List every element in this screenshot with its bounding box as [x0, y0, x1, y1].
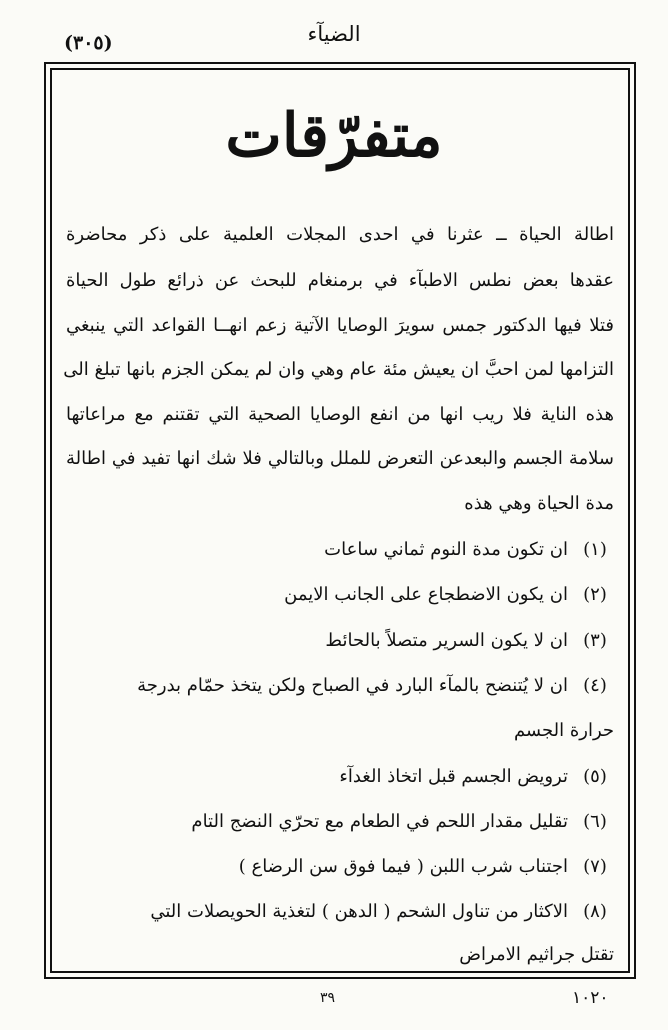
list-item-number: (٥) — [583, 766, 607, 787]
list-item-number: (٦) — [583, 811, 607, 832]
list-item-text: الاكثار من تناول الشحم ( الدهن ) لتغذية الحويصلات التي — [150, 901, 568, 922]
paragraph-line: عقدها بعض نطس الاطبآء في برمنغام للبحث عن ذرائع طول الحياة — [66, 270, 614, 291]
paragraph-line: التزامها لمن احبَّ ان يعيش مئة عام وهي وان لم يمكن الجزم بانها تبلغ الى — [63, 359, 614, 380]
list-item-continuation: تقتل جراثيم الامراض — [459, 944, 614, 965]
paragraph-line: فتلا فيها الدكتور جمس سويرَ الوصايا الآتية زعم انهــا القواعد التي ينبغي — [66, 315, 614, 336]
list-item-text: تقليل مقدار اللحم في الطعام مع تحرّي النضج التام — [191, 811, 568, 832]
list-item — [66, 586, 614, 604]
list-item-number: (٧) — [583, 856, 607, 877]
list-item — [66, 858, 614, 876]
list-item-text: ان لا يكون السرير متصلاً بالحائط — [325, 630, 568, 651]
list-item-number: (٨) — [583, 901, 607, 922]
list-item — [66, 768, 614, 786]
paragraph-line: سلامة الجسم والبعدعن التعرض للملل وبالتالي فلا شك انها تفيد في اطالة — [66, 448, 614, 469]
signature-mark: ٣٩ — [320, 990, 336, 1006]
paragraph-line: هذه الناية فلا ريب انها من انفع الوصايا الصحية التي تقتنم مع مراعاتها — [66, 404, 614, 425]
journal-title: الضيآء — [307, 22, 361, 46]
list-item — [66, 677, 614, 695]
list-item-text: ان لا يُتنضح بالمآء البارد في الصباح ولكن يتخذ حمّام بدرجة — [137, 675, 568, 696]
list-item — [66, 813, 614, 831]
footer-number: ١٠٢٠ — [572, 988, 609, 1008]
paragraph-line: مدة الحياة وهي هذه — [464, 493, 614, 514]
paragraph-line: اطالة الحياة ــ عثرنا في احدى المجلات العلمية على ذكر محاضرة — [66, 224, 614, 245]
list-item-number: (٣) — [583, 630, 607, 651]
list-item-number: (١) — [583, 539, 607, 560]
list-item-number: (٤) — [583, 675, 607, 696]
page-number: (٣٠٥) — [64, 32, 113, 54]
list-item-text: ترويض الجسم قبل اتخاذ الغدآء — [339, 766, 568, 787]
list-item-continuation: حرارة الجسم — [513, 720, 614, 741]
list-item-text: ان يكون الاضطجاع على الجانب الايمن — [284, 584, 568, 605]
list-item — [66, 903, 614, 921]
list-item — [66, 632, 614, 650]
list-item-text: ان تكون مدة النوم ثماني ساعات — [324, 539, 568, 560]
section-title: متفرّقات — [225, 101, 443, 171]
list-item — [66, 541, 614, 559]
list-item-number: (٢) — [583, 584, 607, 605]
page-frame-inner — [50, 68, 630, 973]
list-item-text: اجتناب شرب اللبن ( فيما فوق سن الرضاع ) — [238, 856, 568, 877]
